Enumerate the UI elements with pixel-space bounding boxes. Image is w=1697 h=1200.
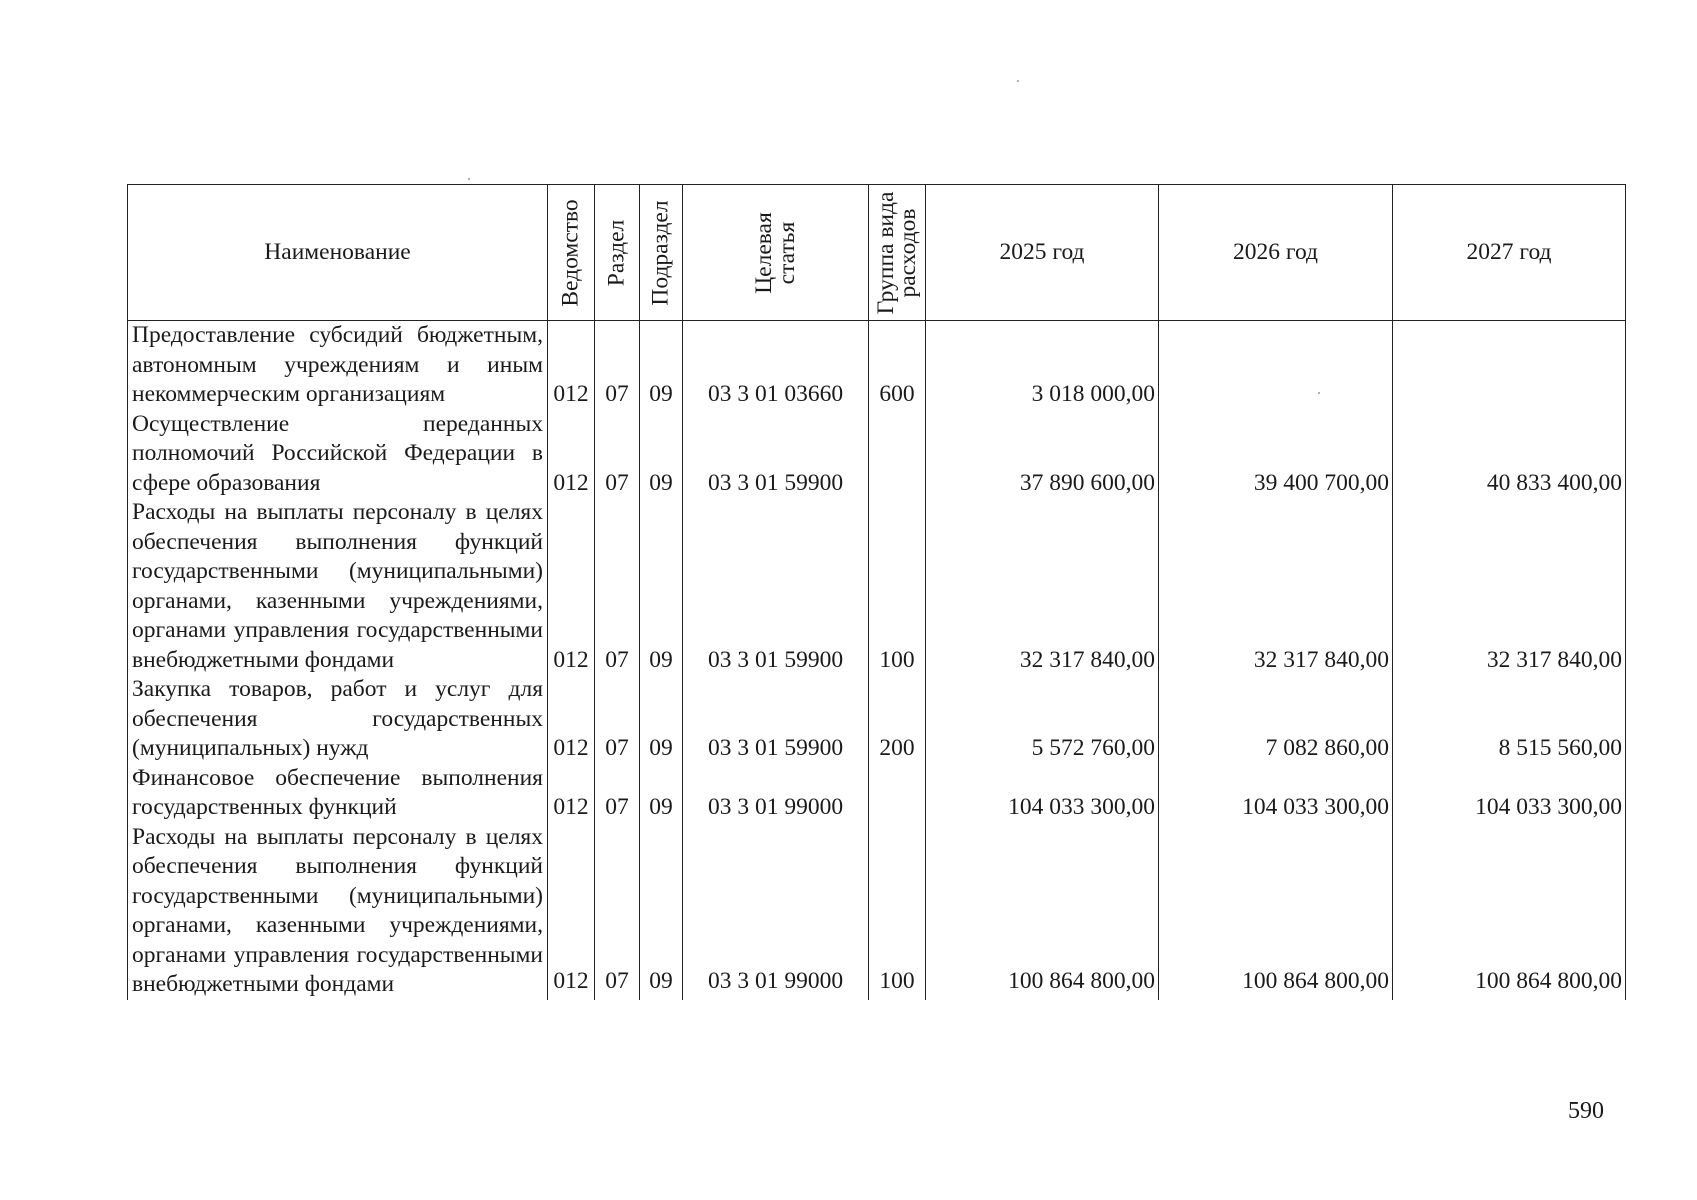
cell-amount-2026: 32 317 840,00 — [1159, 498, 1393, 675]
cell-amount-2025: 5 572 760,00 — [926, 675, 1159, 764]
row-name: Закупка товаров, работ и услуг для обеспечения государственных (муниципальных) нужд — [128, 675, 548, 764]
cell-podrazdel: 09 — [640, 675, 683, 764]
cell-amount-2027 — [1393, 321, 1626, 410]
table-row — [128, 321, 1626, 410]
cell-razdel: 07 — [595, 321, 640, 410]
cell-csr: 03 3 01 59900 — [683, 410, 869, 499]
row-name: Предоставление субсидий бюджетным, автономным учреждениям и иным некоммерческим организациям — [128, 321, 548, 410]
header-vr — [869, 185, 926, 321]
row-name: Расходы на выплаты персоналу в целях обеспечения выполнения функций государственными (муниципальными) органами, казенными учреждениями, органами управления государственными внебюджетными фондами — [128, 823, 548, 1000]
cell-csr: 03 3 01 59900 — [683, 675, 869, 764]
scan-speck — [468, 178, 470, 180]
cell-vedomstvo: 012 — [548, 321, 595, 410]
table-row — [128, 764, 1626, 823]
cell-vedomstvo: 012 — [548, 498, 595, 675]
header-vedomstvo — [548, 185, 595, 321]
cell-amount-2026 — [1159, 321, 1393, 410]
header-csr — [683, 185, 869, 321]
cell-amount-2026: 104 033 300,00 — [1159, 764, 1393, 823]
budget-table — [127, 184, 1626, 1000]
row-name: Расходы на выплаты персоналу в целях обеспечения выполнения функций государственными (муниципальными) органами, казенными учреждениями, органами управления государственными внебюджетными фондами — [128, 498, 548, 675]
cell-amount-2025: 37 890 600,00 — [926, 410, 1159, 499]
cell-podrazdel: 09 — [640, 321, 683, 410]
cell-amount-2026: 7 082 860,00 — [1159, 675, 1393, 764]
header-vedomstvo-label: Ведомство — [557, 198, 584, 307]
cell-amount-2027: 8 515 560,00 — [1393, 675, 1626, 764]
cell-razdel: 07 — [595, 764, 640, 823]
cell-vedomstvo: 012 — [548, 675, 595, 764]
scan-speck — [1318, 392, 1320, 394]
cell-podrazdel: 09 — [640, 410, 683, 499]
cell-razdel: 07 — [595, 498, 640, 675]
header-vr-label: Группа вида расходов — [873, 191, 921, 314]
cell-vr: 100 — [869, 498, 926, 675]
cell-razdel: 07 — [595, 823, 640, 1000]
table-row — [128, 410, 1626, 499]
cell-amount-2025: 104 033 300,00 — [926, 764, 1159, 823]
cell-vedomstvo: 012 — [548, 823, 595, 1000]
row-name: Осуществление переданных полномочий Российской Федерации в сфере образования — [128, 410, 548, 499]
cell-vr: 200 — [869, 675, 926, 764]
cell-vedomstvo: 012 — [548, 764, 595, 823]
header-razdel-label: Раздел — [603, 219, 630, 286]
cell-amount-2025: 32 317 840,00 — [926, 498, 1159, 675]
header-2025: 2025 год — [926, 185, 1159, 321]
page-number: 590 — [1568, 1098, 1604, 1124]
cell-amount-2025: 100 864 800,00 — [926, 823, 1159, 1000]
header-2026: 2026 год — [1159, 185, 1393, 321]
cell-podrazdel: 09 — [640, 764, 683, 823]
cell-amount-2027: 104 033 300,00 — [1393, 764, 1626, 823]
cell-amount-2027: 32 317 840,00 — [1393, 498, 1626, 675]
header-razdel — [595, 185, 640, 321]
cell-razdel: 07 — [595, 675, 640, 764]
cell-vr: 600 — [869, 321, 926, 410]
table-body — [128, 321, 1626, 1000]
cell-vr — [869, 764, 926, 823]
header-podrazdel — [640, 185, 683, 321]
cell-csr: 03 3 01 03660 — [683, 321, 869, 410]
cell-csr: 03 3 01 59900 — [683, 498, 869, 675]
cell-vr: 100 — [869, 823, 926, 1000]
table-row — [128, 498, 1626, 675]
cell-amount-2026: 39 400 700,00 — [1159, 410, 1393, 499]
header-2027: 2027 год — [1393, 185, 1626, 321]
cell-razdel: 07 — [595, 410, 640, 499]
scan-speck — [1017, 80, 1019, 82]
cell-amount-2025: 3 018 000,00 — [926, 321, 1159, 410]
header-row — [128, 185, 1626, 321]
header-podrazdel-label: Подраздел — [647, 199, 674, 306]
cell-amount-2026: 100 864 800,00 — [1159, 823, 1393, 1000]
cell-podrazdel: 09 — [640, 498, 683, 675]
cell-amount-2027: 40 833 400,00 — [1393, 410, 1626, 499]
header-name: Наименование — [128, 185, 548, 321]
cell-podrazdel: 09 — [640, 823, 683, 1000]
cell-vr — [869, 410, 926, 499]
cell-vedomstvo: 012 — [548, 410, 595, 499]
table-row — [128, 823, 1626, 1000]
row-name: Финансовое обеспечение выполнения государственных функций — [128, 764, 548, 823]
cell-csr: 03 3 01 99000 — [683, 764, 869, 823]
cell-amount-2027: 100 864 800,00 — [1393, 823, 1626, 1000]
header-csr-label: Целевая статья — [750, 211, 800, 294]
cell-csr: 03 3 01 99000 — [683, 823, 869, 1000]
table-row — [128, 675, 1626, 764]
